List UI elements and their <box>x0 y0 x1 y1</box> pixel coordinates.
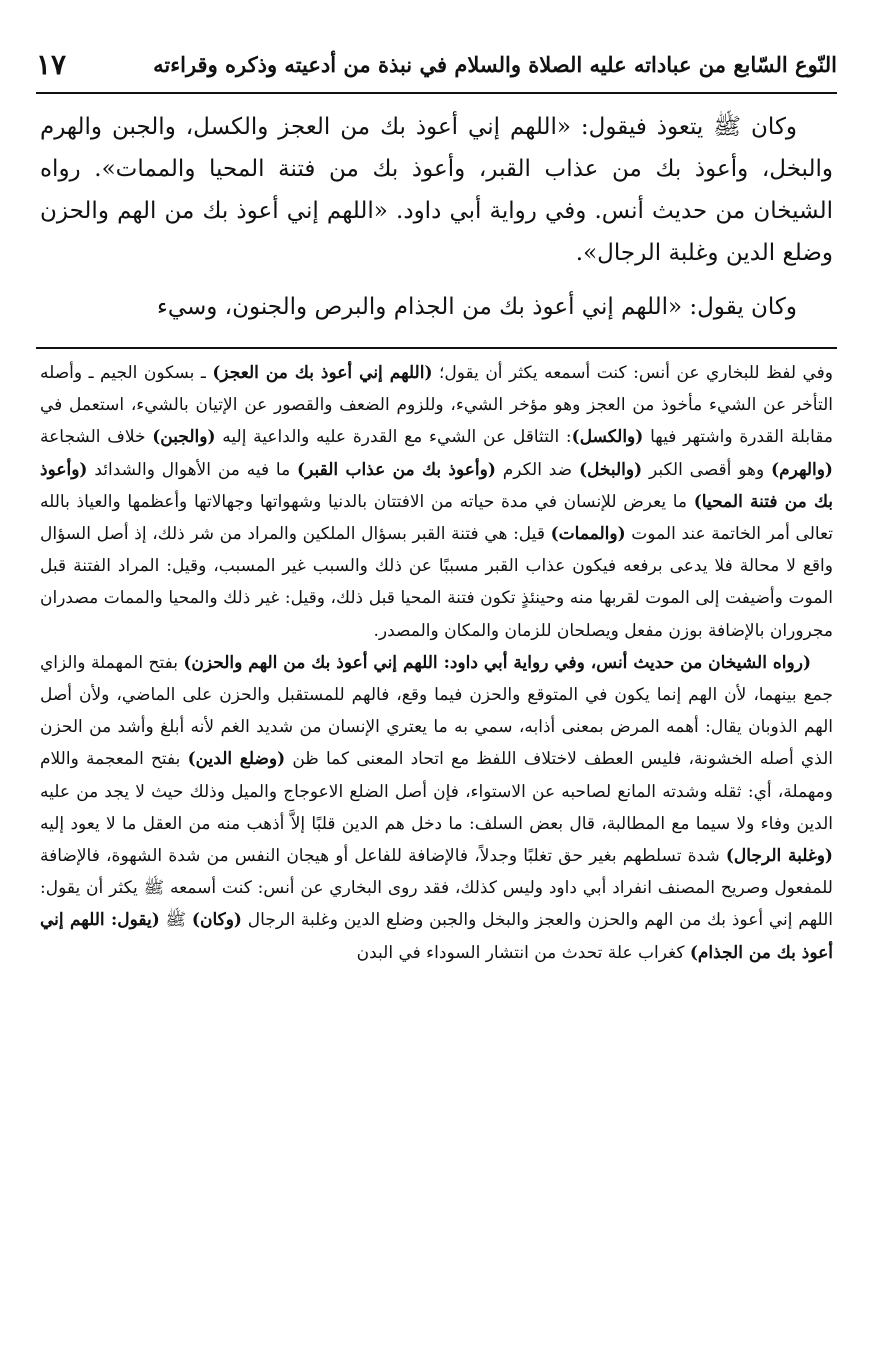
quoted-phrase: (والبخل) <box>578 459 643 480</box>
page-header <box>36 38 837 90</box>
commentary-text: كغراب علة تحدث من انتشار السوداء في البدن <box>356 942 690 963</box>
running-title: النّوع السّابع من عباداته عليه الصلاة والسلام في نبذة من أدعيته وذكره وقراءته <box>153 51 837 77</box>
quoted-phrase: (وغلبة الرجال) <box>725 846 833 867</box>
header-divider <box>36 92 837 94</box>
main-paragraph: وكان ﷺ يتعوذ فيقول: «اللهم إني أعوذ بك من العجز والكسل، والجبن والهرم والبخل، وأعوذ بك من عذاب القبر، وأعوذ بك من فتنة المحيا والممات». رواه الشيخان من حديث أنس. وفي رواية أبي داود. «اللهم إني أعوذ بك من الهم والحزن وضلع الدين وغلبة الرجال». <box>40 114 833 266</box>
commentary <box>40 357 833 969</box>
quoted-phrase: (وأعوذ بك من عذاب القبر) <box>297 459 496 480</box>
commentary-text: بفتح المعجمة واللام ومهملة، أي: ثقله وشدته المانع لصاحبه عن الاستواء، فإن أصل الضلع الاعوجاج والميل وذلك حيث لا يجد من عليه الدين وفاء ولا سيما مع المطالبة، قال بعض السلف: ما دخل هم الدين قلبًا إلاَّ أذهب منه من العقل ما لا يعود إليه <box>40 749 833 834</box>
commentary-paragraph <box>40 357 833 647</box>
quoted-phrase: (وكان) <box>191 910 242 931</box>
quoted-phrase: (والكسل) <box>571 427 644 448</box>
quoted-phrase: (وضلع الدين) <box>187 749 286 770</box>
commentary-text: خلاف الشجاعة <box>40 427 153 448</box>
main-paragraph: وكان يقول: «اللهم إني أعوذ بك من الجذام والبرص والجنون، وسيء <box>157 294 797 320</box>
commentary-text: قيل: هي فتنة القبر بسؤال الملكين والمراد من شر ذلك، إذ أصل السؤال واقع لا محالة فلا يدعى برفعه فيكون عذاب القبر مسببًا عن ذلك والسبب غير المسبب، وقيل: المراد الفتنة قبل الموت وأضيفت إلى الموت لقربها منه وحينئذٍ تكون فتنة المحيا قبل ذلك، وقيل: غير ذلك والمحيا والممات مصدران مجروران بالإضافة بوزن مفعل ويصلحان للزمان والمكان والمصدر. <box>40 524 833 641</box>
page-number: ١٧ <box>36 47 67 81</box>
quoted-phrase: (وأعوذ بك من فتنة المحيا) <box>40 459 834 512</box>
commentary-text: ضد الكرم <box>495 459 579 480</box>
commentary-text: ما فيه من الأهوال والشدائد <box>87 459 298 480</box>
commentary-text: بفتح المهملة والزاي جمع بينهما، لأن الهم إنما يكون في المتوقع والحزن فيما وقع، فالهم للمستقبل والحزن على الماضي، ولأن أصل الهم الذوبان يقال: أهمه المرض بمعنى أذابه، سمي به ما يعتري الإنسان من شديد الغم لأنه أبلغ وأشد من الحزن الذي أصله الخشونة، فليس العطف لاختلاف اللفظ مع اتحاد المعنى كما ظن <box>40 652 834 770</box>
quoted-phrase: (والجبن) <box>152 427 216 448</box>
quoted-phrase: (يقول: اللهم إني أعوذ بك من الجذام) <box>40 910 833 963</box>
quoted-phrase: (والممات) <box>550 524 626 545</box>
commentary-text: ﷺ <box>159 910 192 931</box>
quoted-phrase: (اللهم إني أعوذ بك من العجز) <box>212 363 433 383</box>
commentary-text: وفي لفظ للبخاري عن أنس: كنت أسمعه يكثر أن يقول؛ <box>432 363 833 383</box>
commentary-text: : التثاقل عن الشيء مع القدرة عليه والداعية إليه <box>215 427 572 448</box>
commentary-text: وهو أقصى الكبر <box>642 459 772 480</box>
commentary-divider <box>36 347 837 349</box>
quoted-phrase: (رواه الشيخان من حديث أنس، وفي رواية أبي داود: اللهم إني أعوذ بك من الهم والحزن) <box>183 652 811 673</box>
commentary-text: ـ بسكون الجيم ـ وأصله التأخر عن الشيء مأخوذ من العجز وهو مؤخر الشيء، وللزوم الضعف والقصور عن الإتيان بالشيء، استعمل في مقابلة القدرة واشتهر فيها <box>40 363 834 448</box>
commentary-text: شدة تسلطهم بغير حق تغلبًا وجدلاً، فالإضافة للفاعل أو هيجان النفس من شدة الشهوة، فالإضافة للمفعول وصريح المصنف انفراد أبي داود وليس كذلك، فقد روى البخاري عن أنس: كنت أسمعه ﷺ يكثر أن يقول: اللهم إني أعوذ بك من الهم والحزن والعجز والبخل والجبن وضلع الدين وغلبة الرجال <box>40 846 833 931</box>
main-text <box>40 106 833 328</box>
commentary-text: ما يعرض للإنسان في مدة حياته من الافتتان بالدنيا وشهواتها وجهالاتها وأعظمها والعياذ بالله تعالى أمر الخاتمة عند الموت <box>40 491 833 545</box>
commentary-paragraph <box>40 647 833 969</box>
quoted-phrase: (والهرم) <box>771 459 833 480</box>
